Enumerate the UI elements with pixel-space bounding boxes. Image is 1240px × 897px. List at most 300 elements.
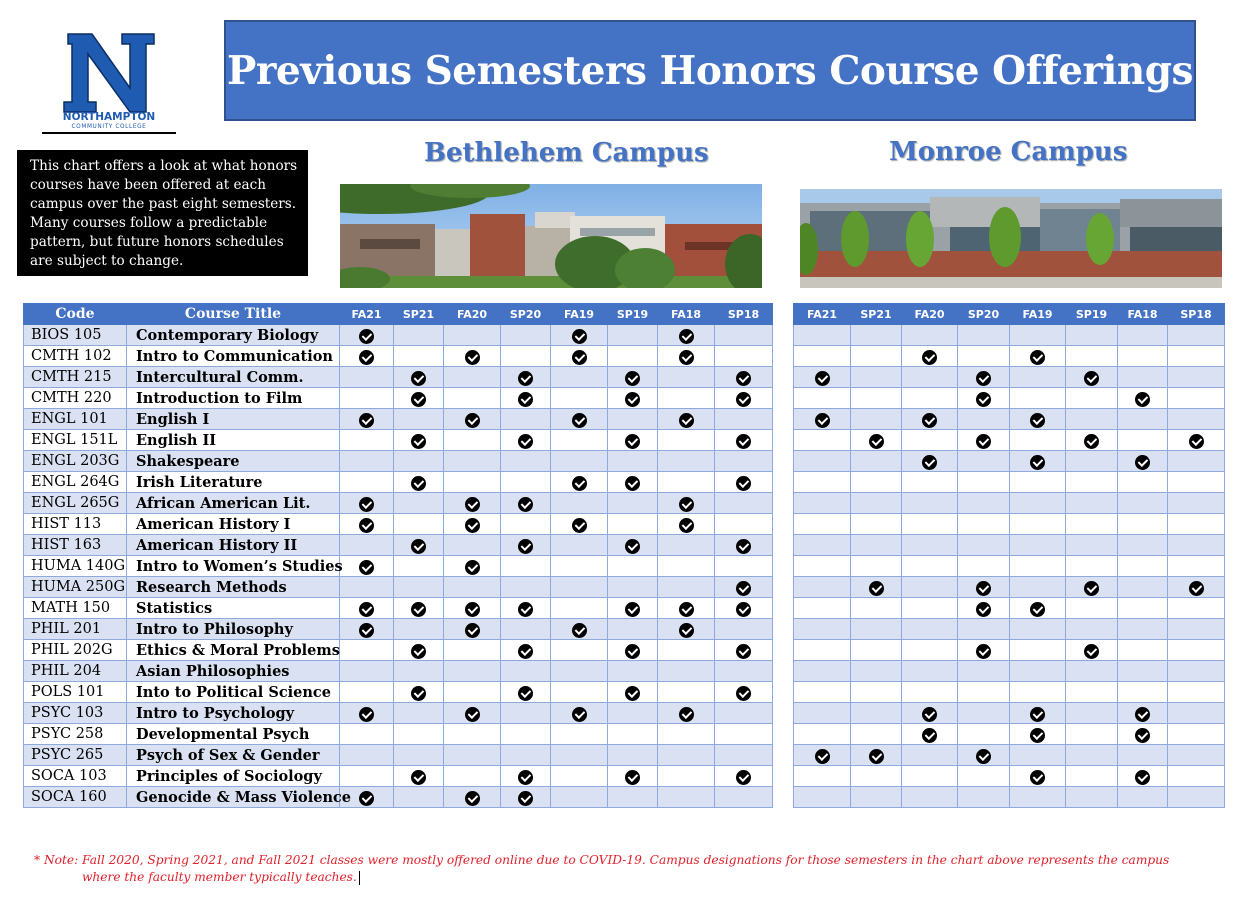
monroe-offering-cell (851, 682, 902, 703)
monroe-offering-cell (1066, 661, 1118, 682)
check-circle-icon (922, 413, 937, 428)
check-circle-icon (465, 791, 480, 806)
covid-footnote (34, 852, 1184, 886)
monroe-course-row (794, 640, 1225, 661)
check-circle-icon (922, 350, 937, 365)
monroe-offering-cell (1066, 388, 1118, 409)
course-code: PHIL 201 (24, 619, 127, 640)
bethlehem-offering-cell (394, 703, 444, 724)
check-circle-icon (736, 644, 751, 659)
monroe-offering-cell (1118, 787, 1168, 808)
bethlehem-offering-cell (394, 472, 444, 493)
check-circle-icon (1135, 392, 1150, 407)
bethlehem-offering-cell (444, 724, 501, 745)
course-code: POLS 101 (24, 682, 127, 703)
monroe-course-row (794, 619, 1225, 640)
monroe-offering-cell (1066, 430, 1118, 451)
course-code: MATH 150 (24, 598, 127, 619)
bethlehem-offering-cell (444, 346, 501, 367)
course-code: SOCA 103 (24, 766, 127, 787)
course-code: HUMA 250G (24, 577, 127, 598)
bethlehem-offering-cell (715, 346, 773, 367)
monroe-offering-cell (958, 619, 1010, 640)
course-code: PSYC 265 (24, 745, 127, 766)
monroe-offering-cell (902, 661, 958, 682)
monroe-course-row (794, 535, 1225, 556)
monroe-offering-cell (851, 367, 902, 388)
bethlehem-offering-cell (715, 472, 773, 493)
check-circle-icon (976, 602, 991, 617)
monroe-offering-cell (851, 598, 902, 619)
bethlehem-offering-cell (501, 388, 551, 409)
check-circle-icon (625, 476, 640, 491)
monroe-offering-cell (902, 472, 958, 493)
bethlehem-offering-cell (444, 409, 501, 430)
bethlehem-semester-header: SP19 (608, 304, 658, 325)
logo-underline (42, 132, 176, 134)
check-circle-icon (359, 350, 374, 365)
bethlehem-course-row (24, 661, 773, 682)
monroe-offering-cell (1010, 451, 1066, 472)
bethlehem-offering-cell (551, 703, 608, 724)
bethlehem-offering-cell (715, 640, 773, 661)
monroe-offering-cell (958, 640, 1010, 661)
check-circle-icon (572, 707, 587, 722)
check-circle-icon (359, 518, 374, 533)
monroe-offering-cell (958, 787, 1010, 808)
bethlehem-offering-cell (444, 619, 501, 640)
bethlehem-offering-cell (394, 451, 444, 472)
monroe-offering-cell (794, 409, 851, 430)
bethlehem-offering-cell (501, 409, 551, 430)
check-circle-icon (572, 518, 587, 533)
check-circle-icon (411, 644, 426, 659)
bethlehem-semester-header: FA19 (551, 304, 608, 325)
bethlehem-offering-cell (658, 346, 715, 367)
check-circle-icon (411, 539, 426, 554)
bethlehem-offering-cell (501, 367, 551, 388)
monroe-offering-cell (1118, 619, 1168, 640)
bethlehem-offering-cell (501, 325, 551, 346)
monroe-offering-cell (1168, 451, 1225, 472)
bethlehem-offering-cell (444, 766, 501, 787)
bethlehem-offering-cell (340, 619, 394, 640)
bethlehem-course-row (24, 724, 773, 745)
monroe-offering-cell (851, 577, 902, 598)
check-circle-icon (1189, 434, 1204, 449)
bethlehem-offering-cell (394, 367, 444, 388)
bethlehem-offering-cell (715, 745, 773, 766)
check-circle-icon (1030, 707, 1045, 722)
bethlehem-offering-cell (501, 661, 551, 682)
bethlehem-course-row (24, 556, 773, 577)
monroe-offering-cell (902, 346, 958, 367)
logo-subtitle: COMMUNITY COLLEGE (71, 124, 147, 130)
monroe-offering-cell (1066, 325, 1118, 346)
check-circle-icon (736, 602, 751, 617)
monroe-offering-cell (958, 367, 1010, 388)
bethlehem-offering-cell (394, 346, 444, 367)
check-circle-icon (625, 539, 640, 554)
course-title: Intro to Communication (127, 346, 340, 367)
monroe-offering-cell (1118, 724, 1168, 745)
monroe-offering-cell (1010, 640, 1066, 661)
check-circle-icon (815, 749, 830, 764)
monroe-offering-cell (1118, 661, 1168, 682)
check-circle-icon (736, 434, 751, 449)
check-circle-icon (976, 581, 991, 596)
monroe-offering-cell (794, 451, 851, 472)
bethlehem-offering-cell (340, 493, 394, 514)
monroe-offering-cell (1118, 514, 1168, 535)
bethlehem-offering-cell (444, 430, 501, 451)
monroe-course-row (794, 598, 1225, 619)
bethlehem-offering-cell (608, 766, 658, 787)
monroe-offering-cell (794, 619, 851, 640)
monroe-offering-cell (1118, 346, 1168, 367)
check-circle-icon (1189, 581, 1204, 596)
bethlehem-offering-cell (715, 556, 773, 577)
monroe-offering-cell (1118, 556, 1168, 577)
monroe-offering-cell (1010, 514, 1066, 535)
bethlehem-offering-cell (608, 535, 658, 556)
bethlehem-offering-cell (501, 493, 551, 514)
bethlehem-offering-cell (608, 745, 658, 766)
course-code: PHIL 204 (24, 661, 127, 682)
monroe-offering-cell (851, 661, 902, 682)
check-circle-icon (976, 644, 991, 659)
course-title: Into to Political Science (127, 682, 340, 703)
monroe-offering-cell (1010, 766, 1066, 787)
monroe-offering-cell (1118, 430, 1168, 451)
bethlehem-offering-cell (715, 325, 773, 346)
bethlehem-offering-cell (608, 409, 658, 430)
bethlehem-offering-cell (340, 535, 394, 556)
course-title: Developmental Psych (127, 724, 340, 745)
bethlehem-offering-cell (394, 514, 444, 535)
check-circle-icon (411, 602, 426, 617)
check-circle-icon (679, 623, 694, 638)
check-circle-icon (411, 686, 426, 701)
monroe-offering-cell (1010, 724, 1066, 745)
code-header: Code (24, 304, 127, 325)
monroe-offering-cell (794, 724, 851, 745)
monroe-offering-cell (1168, 430, 1225, 451)
bethlehem-offering-cell (444, 535, 501, 556)
monroe-offering-cell (1168, 346, 1225, 367)
text-cursor (359, 871, 360, 885)
check-circle-icon (465, 623, 480, 638)
bethlehem-offering-cell (501, 577, 551, 598)
monroe-offering-cell (851, 514, 902, 535)
check-circle-icon (518, 791, 533, 806)
course-title-header: Course Title (127, 304, 340, 325)
monroe-offering-cell (1168, 388, 1225, 409)
bethlehem-offering-cell (551, 661, 608, 682)
monroe-offering-cell (1066, 724, 1118, 745)
monroe-offering-cell (1168, 745, 1225, 766)
check-circle-icon (465, 602, 480, 617)
course-code: ENGL 203G (24, 451, 127, 472)
bethlehem-offering-cell (444, 745, 501, 766)
bethlehem-offering-cell (340, 661, 394, 682)
bethlehem-offering-cell (715, 661, 773, 682)
monroe-offering-cell (902, 787, 958, 808)
check-circle-icon (1084, 581, 1099, 596)
monroe-offering-cell (958, 346, 1010, 367)
intro-text-box: This chart offers a look at what honors courses have been offered at each campus over the past eight semesters. Many courses follow a predictable pattern, but future honors schedules are subject to change. (17, 150, 308, 276)
bethlehem-offering-cell (394, 325, 444, 346)
monroe-offering-cell (1010, 535, 1066, 556)
check-circle-icon (411, 476, 426, 491)
monroe-offering-cell (1168, 598, 1225, 619)
course-code: CMTH 215 (24, 367, 127, 388)
monroe-offering-cell (958, 451, 1010, 472)
monroe-offering-cell (1168, 493, 1225, 514)
monroe-offering-cell (1118, 472, 1168, 493)
check-circle-icon (572, 476, 587, 491)
monroe-course-row (794, 409, 1225, 430)
monroe-course-row (794, 388, 1225, 409)
monroe-course-row (794, 514, 1225, 535)
check-circle-icon (572, 329, 587, 344)
bethlehem-offering-cell (340, 703, 394, 724)
monroe-offering-cell (851, 451, 902, 472)
check-circle-icon (922, 707, 937, 722)
monroe-course-row (794, 661, 1225, 682)
bethlehem-offering-cell (715, 409, 773, 430)
monroe-offering-cell (851, 703, 902, 724)
bethlehem-offering-cell (715, 703, 773, 724)
bethlehem-offering-cell (715, 493, 773, 514)
monroe-offering-cell (1118, 409, 1168, 430)
course-title: Shakespeare (127, 451, 340, 472)
monroe-semester-header: FA18 (1118, 304, 1168, 325)
monroe-offering-cell (1168, 724, 1225, 745)
monroe-offering-cell (902, 703, 958, 724)
course-title: Introduction to Film (127, 388, 340, 409)
bethlehem-offering-cell (551, 430, 608, 451)
monroe-offering-cell (851, 472, 902, 493)
bethlehem-offering-cell (658, 325, 715, 346)
bethlehem-semester-header: SP18 (715, 304, 773, 325)
bethlehem-semester-header: SP20 (501, 304, 551, 325)
bethlehem-course-row (24, 703, 773, 724)
check-circle-icon (465, 497, 480, 512)
bethlehem-offering-cell (658, 388, 715, 409)
course-title: Principles of Sociology (127, 766, 340, 787)
check-circle-icon (465, 350, 480, 365)
bethlehem-offering-cell (551, 682, 608, 703)
monroe-offering-cell (1118, 451, 1168, 472)
bethlehem-offering-cell (658, 409, 715, 430)
monroe-offering-cell (902, 325, 958, 346)
monroe-offering-cell (1066, 472, 1118, 493)
monroe-offering-cell (958, 745, 1010, 766)
bethlehem-offering-cell (394, 619, 444, 640)
bethlehem-offering-cell (340, 367, 394, 388)
check-circle-icon (625, 644, 640, 659)
bethlehem-course-row (24, 325, 773, 346)
bethlehem-offering-cell (608, 724, 658, 745)
course-title: English II (127, 430, 340, 451)
check-circle-icon (1030, 770, 1045, 785)
bethlehem-course-row (24, 388, 773, 409)
monroe-campus-title: Monroe Campus (889, 137, 1128, 167)
check-circle-icon (736, 686, 751, 701)
bethlehem-offering-cell (444, 577, 501, 598)
bethlehem-offering-cell (551, 346, 608, 367)
bethlehem-offering-cell (551, 325, 608, 346)
bethlehem-offering-cell (551, 745, 608, 766)
course-code: ENGL 265G (24, 493, 127, 514)
bethlehem-course-row (24, 598, 773, 619)
monroe-offering-cell (1010, 493, 1066, 514)
check-circle-icon (518, 392, 533, 407)
monroe-offering-cell (794, 556, 851, 577)
monroe-semester-header: FA20 (902, 304, 958, 325)
bethlehem-offering-cell (340, 640, 394, 661)
bethlehem-offering-cell (501, 745, 551, 766)
bethlehem-course-row (24, 430, 773, 451)
check-circle-icon (465, 413, 480, 428)
bethlehem-offering-cell (715, 388, 773, 409)
check-circle-icon (1030, 455, 1045, 470)
check-circle-icon (572, 413, 587, 428)
course-code: CMTH 220 (24, 388, 127, 409)
footnote-line-2: where the faculty member typically teaches. (82, 870, 357, 884)
monroe-offering-cell (902, 598, 958, 619)
course-title: Intercultural Comm. (127, 367, 340, 388)
bethlehem-offering-cell (658, 514, 715, 535)
monroe-offering-cell (1168, 640, 1225, 661)
bethlehem-offering-cell (658, 535, 715, 556)
bethlehem-offering-cell (394, 682, 444, 703)
check-circle-icon (359, 623, 374, 638)
check-circle-icon (411, 371, 426, 386)
check-circle-icon (572, 350, 587, 365)
bethlehem-offering-cell (608, 367, 658, 388)
monroe-offering-cell (902, 766, 958, 787)
monroe-offering-cell (1010, 619, 1066, 640)
bethlehem-offering-cell (551, 451, 608, 472)
bethlehem-course-row (24, 766, 773, 787)
monroe-offering-cell (1066, 535, 1118, 556)
monroe-header-row (794, 304, 1225, 325)
bethlehem-offering-cell (658, 556, 715, 577)
bethlehem-offering-cell (444, 472, 501, 493)
check-circle-icon (359, 413, 374, 428)
monroe-semester-header: SP21 (851, 304, 902, 325)
monroe-course-row (794, 325, 1225, 346)
bethlehem-offering-cell (715, 451, 773, 472)
monroe-offering-cell (794, 598, 851, 619)
monroe-offering-cell (1168, 367, 1225, 388)
bethlehem-offering-cell (340, 325, 394, 346)
check-circle-icon (679, 497, 694, 512)
monroe-offering-cell (1118, 367, 1168, 388)
monroe-offering-cell (1010, 325, 1066, 346)
bethlehem-offering-cell (444, 514, 501, 535)
check-circle-icon (869, 581, 884, 596)
check-circle-icon (625, 686, 640, 701)
check-circle-icon (922, 455, 937, 470)
bethlehem-offering-cell (608, 787, 658, 808)
bethlehem-offering-cell (551, 598, 608, 619)
check-circle-icon (1135, 770, 1150, 785)
bethlehem-offering-cell (444, 451, 501, 472)
monroe-offering-cell (1118, 388, 1168, 409)
bethlehem-offering-cell (608, 556, 658, 577)
course-title: American History II (127, 535, 340, 556)
monroe-offering-cell (794, 577, 851, 598)
course-title: Intro to Philosophy (127, 619, 340, 640)
monroe-offering-cell (902, 514, 958, 535)
monroe-offering-cell (958, 472, 1010, 493)
bethlehem-offering-cell (608, 451, 658, 472)
check-circle-icon (518, 497, 533, 512)
monroe-offering-cell (958, 724, 1010, 745)
northampton-logo-icon (42, 22, 176, 130)
check-circle-icon (411, 770, 426, 785)
bethlehem-offering-cell (658, 472, 715, 493)
bethlehem-offering-cell (608, 577, 658, 598)
check-circle-icon (736, 581, 751, 596)
bethlehem-offering-cell (658, 661, 715, 682)
check-circle-icon (1135, 728, 1150, 743)
bethlehem-offering-cell (658, 577, 715, 598)
monroe-offering-cell (902, 577, 958, 598)
bethlehem-offering-cell (444, 703, 501, 724)
bethlehem-offering-cell (551, 514, 608, 535)
bethlehem-offering-cell (608, 703, 658, 724)
bethlehem-course-row (24, 367, 773, 388)
bethlehem-offering-cell (715, 535, 773, 556)
bethlehem-offering-cell (715, 577, 773, 598)
bethlehem-offering-cell (551, 388, 608, 409)
bethlehem-offering-cell (658, 682, 715, 703)
monroe-offering-cell (1010, 556, 1066, 577)
check-circle-icon (518, 644, 533, 659)
course-title: American History I (127, 514, 340, 535)
monroe-offering-cell (1066, 640, 1118, 661)
monroe-offering-cell (1066, 745, 1118, 766)
monroe-offering-cell (1168, 703, 1225, 724)
bethlehem-offering-cell (444, 682, 501, 703)
check-circle-icon (736, 476, 751, 491)
bethlehem-offering-cell (394, 577, 444, 598)
course-code: SOCA 160 (24, 787, 127, 808)
bethlehem-offering-cell (608, 598, 658, 619)
check-circle-icon (736, 392, 751, 407)
monroe-offering-cell (958, 535, 1010, 556)
monroe-offering-cell (958, 682, 1010, 703)
bethlehem-semester-header: FA20 (444, 304, 501, 325)
monroe-offering-cell (902, 367, 958, 388)
monroe-offering-cell (958, 388, 1010, 409)
bethlehem-offering-cell (340, 514, 394, 535)
monroe-offering-cell (1066, 451, 1118, 472)
monroe-offering-cell (958, 598, 1010, 619)
monroe-offering-cell (1118, 640, 1168, 661)
bethlehem-offering-cell (501, 472, 551, 493)
course-title: English I (127, 409, 340, 430)
check-circle-icon (1135, 707, 1150, 722)
bethlehem-course-row (24, 514, 773, 535)
monroe-offering-cell (1010, 661, 1066, 682)
monroe-offering-cell (902, 619, 958, 640)
monroe-offering-cell (958, 409, 1010, 430)
